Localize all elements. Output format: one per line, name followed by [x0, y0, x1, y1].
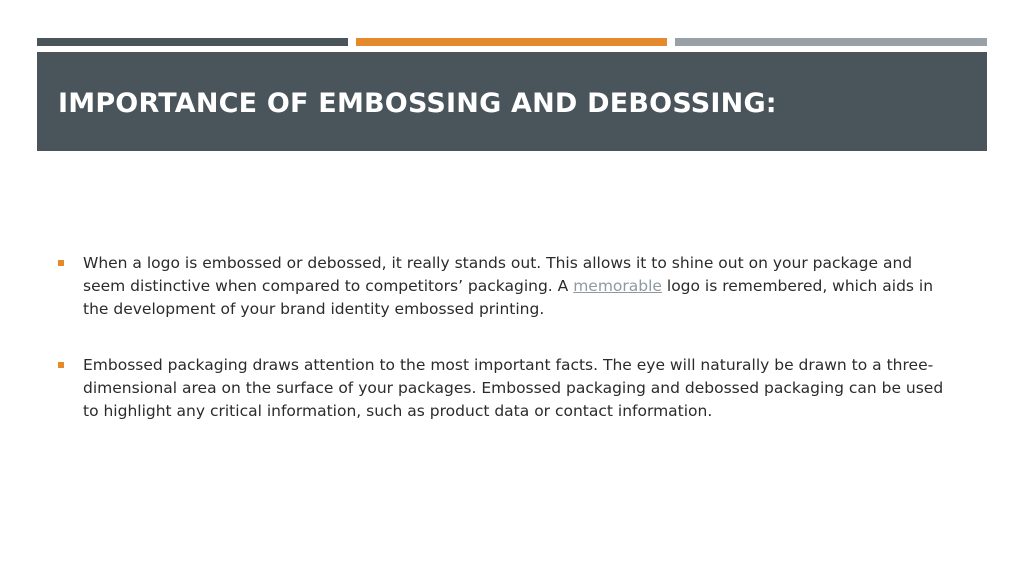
- square-bullet-icon: [58, 362, 64, 368]
- list-item: [58, 252, 958, 321]
- bullet-text-part: When a logo is embossed or debossed, it really stands out. This allows it to shine out on your package and seem distinctive when compared to competitors’ packaging. A: [83, 254, 913, 295]
- bullet-text: [83, 252, 958, 321]
- accent-bar-gray: [675, 38, 987, 46]
- title-band: [37, 52, 987, 151]
- bullet-text: Embossed packaging draws attention to the most important facts. The eye will naturally be drawn to a three-dimensional area on the surface of your packages. Embossed packaging and debossed packaging can be used to highlight any critical information, such as product data or contact information.: [83, 356, 944, 420]
- accent-bar-dark: [37, 38, 348, 46]
- square-bullet-icon: [58, 260, 64, 266]
- bullet-text-part: logo is remembered, which aids in the development of your brand identity embossed printing.: [83, 277, 934, 318]
- slide-title: IMPORTANCE OF EMBOSSING AND DEBOSSING:: [58, 88, 777, 119]
- memorable-link[interactable]: memorable: [573, 277, 662, 295]
- accent-bar-orange: [356, 38, 667, 46]
- bullet-list: [58, 252, 958, 456]
- list-item: [58, 354, 958, 423]
